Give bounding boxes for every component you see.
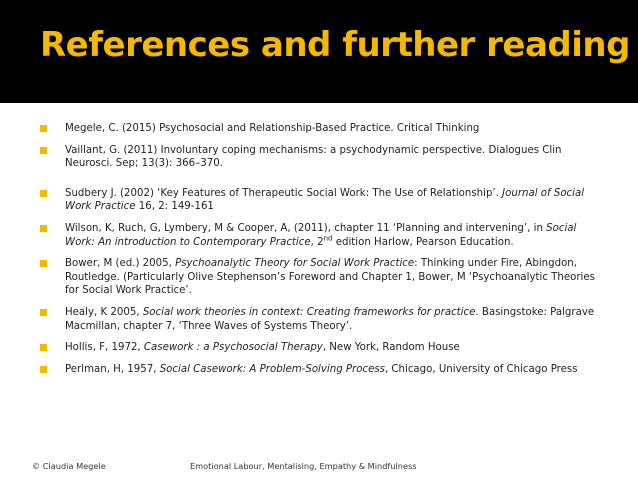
square-bullet-icon [40, 225, 47, 232]
reference-item [40, 363, 600, 377]
square-bullet-icon [40, 125, 47, 132]
square-bullet-icon [40, 260, 47, 267]
ordinal-suffix: nd [323, 234, 333, 243]
reference-item [40, 341, 600, 355]
reference-text: Perlman, H, 1957, [65, 363, 160, 375]
reference-text: 16, 2: 149-161 [135, 201, 214, 213]
title-bar [0, 0, 638, 103]
reference-text: Bower, M (ed.) 2005, [65, 258, 176, 270]
square-bullet-icon [40, 309, 47, 316]
square-bullet-icon [40, 147, 47, 154]
reference-text: Hollis, F, 1972, [65, 342, 144, 354]
reference-item [40, 306, 600, 333]
reference-text: Sudbery J. (2002) ‘Key Features of Therapeutic Social Work: The Use of Relationship’. [65, 187, 503, 199]
square-bullet-icon [40, 190, 47, 197]
reference-text: , Chicago, University of Chicago Press [384, 363, 578, 375]
reference-text: Wilson, K, Ruch, G, Lymbery, M & Cooper, A, (2011), chapter 11 ‘Planning and intervening’, in [65, 222, 547, 234]
reference-text: edition Harlow, Pearson Education. [332, 236, 514, 248]
reference-item [40, 187, 600, 214]
reference-text: Healy, K 2005, [65, 306, 143, 318]
reference-item [40, 122, 600, 136]
reference-item [40, 222, 600, 249]
reference-text: : Thinking under Fire, Abingdon, Routledge. (Particularly Olive Stephenson’s Foreword and Chapter 1, Bower, M ‘Psychoanalytic Theories for Social Work Practice’. [65, 258, 595, 297]
reference-text: , 2 [310, 236, 324, 248]
reference-source-title: Social Casework: A Problem-Solving Process [159, 363, 385, 375]
slide-title: References and further reading [40, 25, 630, 65]
reference-text: , New York, Random House [322, 342, 460, 354]
reference-source-title: Casework : a Psychosocial Therapy [143, 342, 323, 354]
reference-source-title: Journal of Social Work Practice [65, 187, 585, 213]
reference-text: Megele, C. (2015) Psychosocial and Relationship-Based Practice. Critical Thinking [65, 123, 480, 134]
reference-text: Vaillant, G. (2011) Involuntary coping mechanisms: a psychodynamic perspective. Dialogues Clin Neurosci. Sep; 13(3): 366–370. [65, 144, 562, 170]
square-bullet-icon [40, 344, 47, 351]
reference-item [40, 144, 600, 171]
reference-item [40, 257, 600, 298]
reference-source-title: Social work theories in context: Creating frameworks for practice [142, 306, 476, 318]
footer-topic: Emotional Labour, Mentalising, Empathy & Mindfulness [190, 461, 417, 471]
reference-text: . Basingstoke: Palgrave Macmillan, chapter 7, ‘Three Waves of Systems Theory’. [65, 306, 595, 332]
square-bullet-icon [40, 366, 47, 373]
reference-source-title: Social Work: An introduction to Contemporary Practice [65, 222, 577, 248]
footer-author: © Claudia Megele [32, 461, 106, 471]
reference-list [40, 122, 600, 384]
reference-source-title: Psychoanalytic Theory for Social Work Practice [175, 258, 415, 270]
